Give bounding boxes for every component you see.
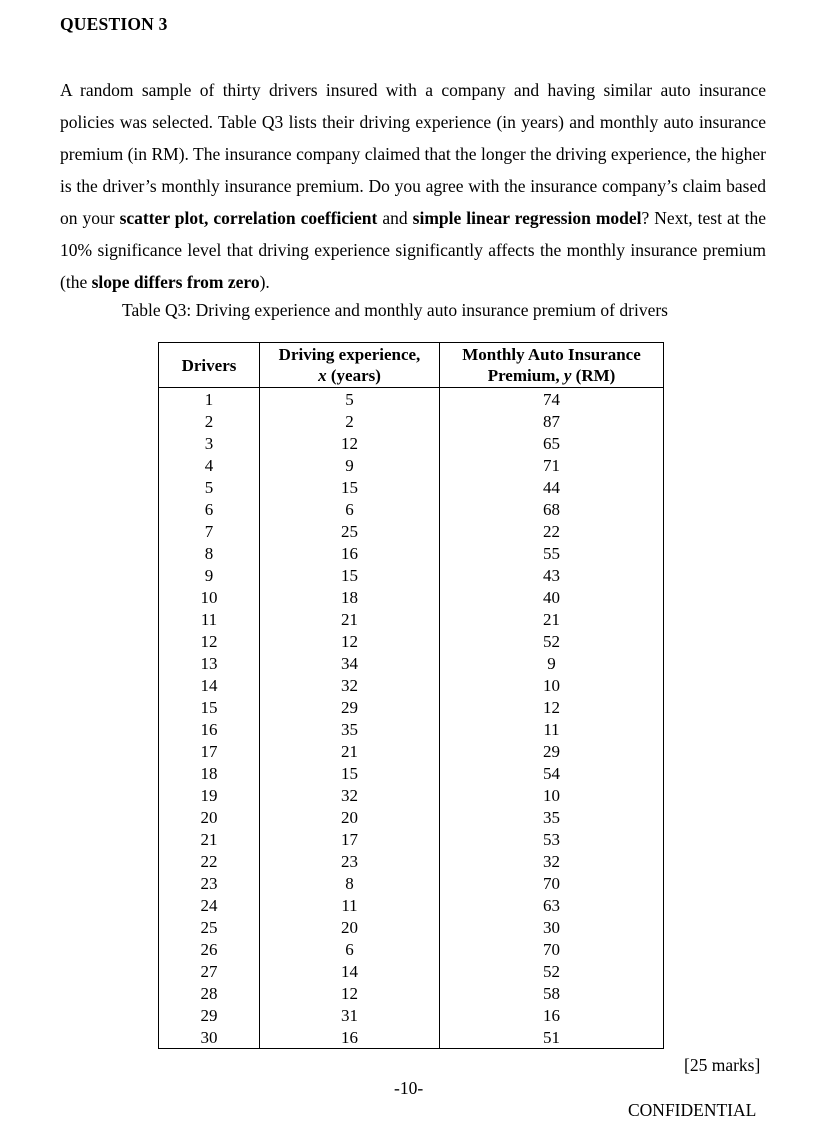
table-row [159, 740, 664, 762]
cell-driver: 6 [159, 498, 260, 520]
cell-experience: 2 [260, 410, 440, 432]
cell-premium: 70 [440, 872, 664, 894]
cell-driver: 20 [159, 806, 260, 828]
table-row [159, 696, 664, 718]
confidential-footer: CONFIDENTIAL [628, 1100, 757, 1120]
cell-experience: 23 [260, 850, 440, 872]
table-row [159, 498, 664, 520]
cell-driver: 1 [159, 388, 260, 411]
paragraph-bold-2: simple linear regression model [412, 208, 642, 228]
cell-driver: 5 [159, 476, 260, 498]
table-row [159, 586, 664, 608]
cell-experience: 21 [260, 608, 440, 630]
cell-premium: 40 [440, 586, 664, 608]
cell-driver: 27 [159, 960, 260, 982]
cell-experience: 32 [260, 674, 440, 696]
cell-premium: 70 [440, 938, 664, 960]
table-row [159, 762, 664, 784]
cell-premium: 32 [440, 850, 664, 872]
cell-premium: 51 [440, 1026, 664, 1049]
table-row [159, 608, 664, 630]
table-row [159, 564, 664, 586]
table-row [159, 916, 664, 938]
cell-premium: 54 [440, 762, 664, 784]
cell-premium: 74 [440, 388, 664, 411]
table-row [159, 784, 664, 806]
cell-driver: 8 [159, 542, 260, 564]
cell-driver: 18 [159, 762, 260, 784]
cell-driver: 17 [159, 740, 260, 762]
cell-driver: 7 [159, 520, 260, 542]
page-number: -10- [394, 1078, 424, 1098]
table-row [159, 410, 664, 432]
cell-experience: 16 [260, 542, 440, 564]
cell-premium: 30 [440, 916, 664, 938]
cell-experience: 9 [260, 454, 440, 476]
cell-driver: 2 [159, 410, 260, 432]
cell-premium: 22 [440, 520, 664, 542]
cell-premium: 44 [440, 476, 664, 498]
table-row [159, 894, 664, 916]
table-row [159, 1026, 664, 1049]
cell-experience: 6 [260, 938, 440, 960]
marks-label: [25 marks] [684, 1055, 761, 1075]
paragraph-text-1: A random sample of thirty drivers insured with a company and having similar auto insurance policies was selected. Table Q3 lists their driving experience (in years) and monthly auto insurance premium (in RM). The insurance company claimed that the longer the driving experience, the higher is the driver’s monthly insurance premium. Do you agree with the insurance company’s claim based on your [60, 80, 766, 228]
table-row [159, 938, 664, 960]
table-body [159, 388, 664, 1049]
cell-premium: 35 [440, 806, 664, 828]
table-row [159, 850, 664, 872]
cell-driver: 22 [159, 850, 260, 872]
data-table [158, 342, 664, 1049]
paragraph-text-2: and [377, 208, 413, 228]
cell-experience: 17 [260, 828, 440, 850]
table-row [159, 388, 664, 411]
cell-driver: 16 [159, 718, 260, 740]
table-row [159, 476, 664, 498]
table-row [159, 982, 664, 1004]
cell-driver: 21 [159, 828, 260, 850]
cell-experience: 35 [260, 718, 440, 740]
cell-driver: 15 [159, 696, 260, 718]
cell-experience: 15 [260, 762, 440, 784]
cell-driver: 13 [159, 652, 260, 674]
cell-experience: 15 [260, 476, 440, 498]
cell-experience: 25 [260, 520, 440, 542]
cell-experience: 21 [260, 740, 440, 762]
cell-driver: 29 [159, 1004, 260, 1026]
cell-premium: 16 [440, 1004, 664, 1026]
table-row [159, 718, 664, 740]
cell-driver: 14 [159, 674, 260, 696]
cell-driver: 9 [159, 564, 260, 586]
table-row [159, 542, 664, 564]
cell-experience: 18 [260, 586, 440, 608]
cell-premium: 68 [440, 498, 664, 520]
cell-premium: 10 [440, 784, 664, 806]
table-row [159, 630, 664, 652]
cell-premium: 87 [440, 410, 664, 432]
cell-driver: 4 [159, 454, 260, 476]
header-drivers: Drivers [159, 343, 260, 388]
cell-premium: 55 [440, 542, 664, 564]
cell-premium: 52 [440, 630, 664, 652]
table-caption: Table Q3: Driving experience and monthly auto insurance premium of drivers [122, 300, 668, 320]
cell-driver: 19 [159, 784, 260, 806]
paragraph-bold-3: slope differs from zero [91, 272, 260, 292]
cell-driver: 30 [159, 1026, 260, 1049]
cell-premium: 58 [440, 982, 664, 1004]
cell-premium: 10 [440, 674, 664, 696]
cell-experience: 11 [260, 894, 440, 916]
cell-driver: 23 [159, 872, 260, 894]
table-row [159, 960, 664, 982]
cell-experience: 31 [260, 1004, 440, 1026]
cell-experience: 15 [260, 564, 440, 586]
header-experience: Driving experience, x (years) [260, 343, 440, 388]
cell-driver: 11 [159, 608, 260, 630]
cell-experience: 14 [260, 960, 440, 982]
cell-driver: 12 [159, 630, 260, 652]
cell-premium: 52 [440, 960, 664, 982]
paragraph-text-4: ). [259, 272, 270, 292]
table-row [159, 454, 664, 476]
table-row [159, 432, 664, 454]
cell-experience: 6 [260, 498, 440, 520]
cell-premium: 9 [440, 652, 664, 674]
cell-driver: 3 [159, 432, 260, 454]
paragraph-text-3: ? Next, test at the 10% significance level that driving experience significantly affects the monthly insurance premium (the [60, 208, 766, 292]
table-row [159, 674, 664, 696]
cell-premium: 21 [440, 608, 664, 630]
cell-experience: 12 [260, 630, 440, 652]
cell-experience: 20 [260, 916, 440, 938]
cell-experience: 29 [260, 696, 440, 718]
cell-experience: 20 [260, 806, 440, 828]
cell-experience: 12 [260, 432, 440, 454]
table-row [159, 872, 664, 894]
cell-driver: 10 [159, 586, 260, 608]
table-row [159, 806, 664, 828]
cell-premium: 11 [440, 718, 664, 740]
cell-experience: 32 [260, 784, 440, 806]
table-row [159, 1004, 664, 1026]
cell-experience: 34 [260, 652, 440, 674]
cell-experience: 5 [260, 388, 440, 411]
question-heading: QUESTION 3 [60, 14, 168, 34]
cell-premium: 12 [440, 696, 664, 718]
cell-premium: 29 [440, 740, 664, 762]
cell-premium: 71 [440, 454, 664, 476]
cell-experience: 16 [260, 1026, 440, 1049]
paragraph-bold-1: scatter plot, correlation coefficient [119, 208, 378, 228]
cell-premium: 43 [440, 564, 664, 586]
cell-premium: 65 [440, 432, 664, 454]
cell-experience: 12 [260, 982, 440, 1004]
cell-premium: 63 [440, 894, 664, 916]
table-header-row [159, 343, 664, 388]
question-paragraph [60, 74, 766, 298]
cell-driver: 28 [159, 982, 260, 1004]
table-row [159, 652, 664, 674]
cell-driver: 24 [159, 894, 260, 916]
table-row [159, 520, 664, 542]
table-row [159, 828, 664, 850]
header-premium: Monthly Auto Insurance Premium, y (RM) [440, 343, 664, 388]
cell-experience: 8 [260, 872, 440, 894]
cell-premium: 53 [440, 828, 664, 850]
cell-driver: 25 [159, 916, 260, 938]
cell-driver: 26 [159, 938, 260, 960]
